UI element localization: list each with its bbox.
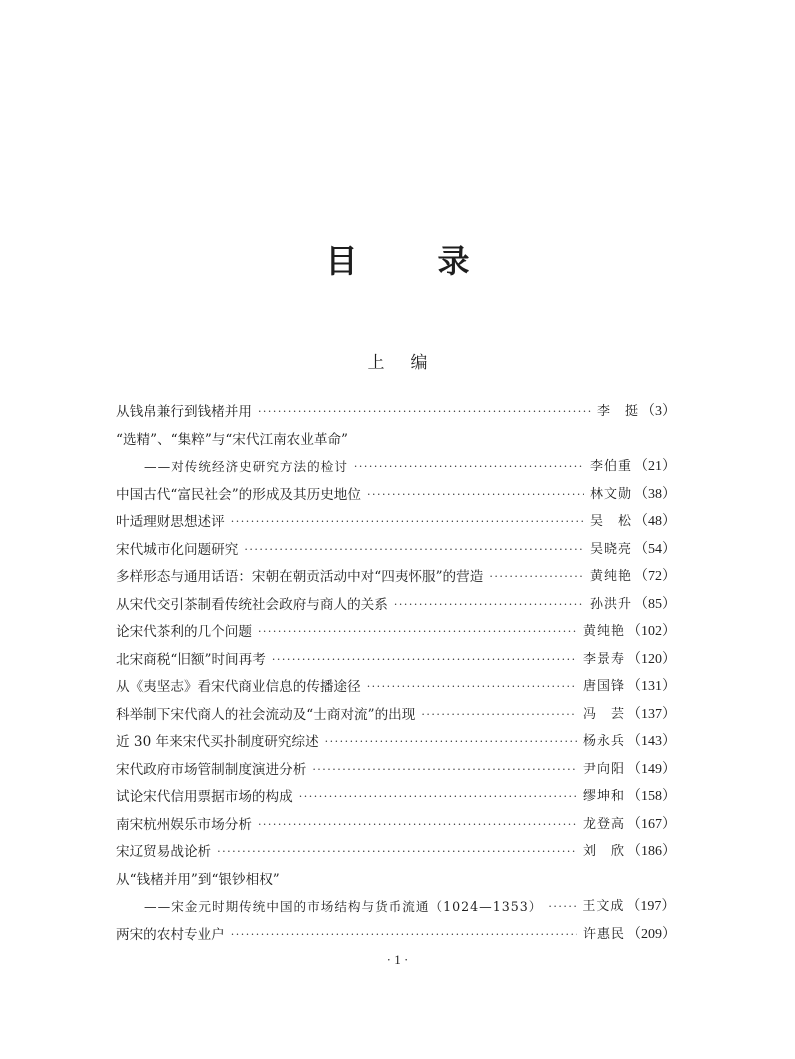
toc-entry-author: 吴 松 xyxy=(589,514,632,529)
toc-entry[interactable] xyxy=(116,704,676,732)
toc-entry-author: 王文成 xyxy=(582,899,625,914)
page-title-char: 目 xyxy=(325,242,358,280)
toc-entry-title: 两宋的农村专业户 xyxy=(116,926,225,943)
page-number: · 1 · xyxy=(386,952,409,967)
toc-entry-author: 林文勋 xyxy=(589,486,632,502)
dot-leader xyxy=(299,786,577,808)
toc-entry-author: 龙登高 xyxy=(582,816,625,832)
dot-leader xyxy=(312,759,577,781)
toc-entry-title: 近 30 年来宋代买扑制度研究综述 xyxy=(116,734,319,750)
table-of-contents xyxy=(116,401,676,951)
toc-entry[interactable] xyxy=(116,484,676,512)
dot-leader xyxy=(258,814,577,836)
toc-entry[interactable] xyxy=(116,759,676,787)
toc-entry-page: （3） xyxy=(641,404,676,419)
toc-entry[interactable] xyxy=(116,621,676,649)
toc-entry-page: （167） xyxy=(627,816,676,832)
toc-entry-page: （54） xyxy=(634,541,676,557)
toc-entry-author: 刘 欣 xyxy=(582,844,625,859)
toc-entry-title: 南宋杭州娱乐市场分析 xyxy=(116,816,252,833)
section-title-char: 编 xyxy=(410,353,428,373)
toc-entry-title: 宋辽贸易战论析 xyxy=(116,844,212,860)
toc-entry-page: （72） xyxy=(634,569,676,584)
page-title xyxy=(0,236,795,282)
toc-entry-page: （209） xyxy=(627,926,676,942)
toc-entry[interactable] xyxy=(116,814,676,842)
dot-leader xyxy=(421,704,577,726)
toc-entry-title: 叶适理财思想述评 xyxy=(116,514,225,530)
toc-entry-author: 唐国锋 xyxy=(582,679,625,694)
toc-entry-author: 杨永兵 xyxy=(582,734,625,749)
toc-entry-page: （38） xyxy=(634,486,676,502)
toc-entry-page: （85） xyxy=(634,596,676,612)
toc-entry-author: 吴晓亮 xyxy=(589,541,632,557)
toc-entry-author: 尹向阳 xyxy=(582,761,625,777)
toc-heading[interactable] xyxy=(116,429,676,457)
dot-leader xyxy=(354,456,584,478)
dot-leader xyxy=(548,896,576,918)
toc-entry-title: “选精”、“集粹”与“宋代江南农业革命” xyxy=(116,431,349,448)
dot-leader xyxy=(367,676,577,698)
toc-entry-page: （197） xyxy=(626,899,676,914)
toc-entry[interactable] xyxy=(116,896,676,924)
toc-entry[interactable] xyxy=(116,841,676,869)
toc-entry-author: 黄纯艳 xyxy=(589,569,632,584)
dot-leader xyxy=(489,566,584,588)
toc-entry-title: 科举制下宋代商人的社会流动及“士商对流”的出现 xyxy=(116,706,416,723)
toc-entry[interactable] xyxy=(116,731,676,759)
toc-entry-page: （158） xyxy=(627,789,676,804)
dot-leader xyxy=(394,594,584,616)
toc-entry[interactable] xyxy=(116,566,676,594)
toc-entry-author: 李 挺 xyxy=(596,404,639,419)
section-title xyxy=(0,348,795,373)
dot-leader xyxy=(217,841,577,863)
toc-entry-page: （131） xyxy=(627,679,676,694)
toc-entry-title: 宋代政府市场管制制度演进分析 xyxy=(116,761,307,778)
toc-entry-title: 多样形态与通用话语：宋朝在朝贡活动中对“四夷怀服”的营造 xyxy=(116,569,484,585)
toc-entry-title: 宋代城市化问题研究 xyxy=(116,541,239,558)
toc-entry-author: 李景寿 xyxy=(582,651,625,667)
toc-entry-title: ——对传统经济史研究方法的检讨 xyxy=(144,459,348,474)
toc-entry-page: （120） xyxy=(627,651,676,667)
toc-entry-page: （149） xyxy=(627,761,676,777)
toc-entry-title: 从宋代交引茶制看传统社会政府与商人的关系 xyxy=(116,596,388,613)
toc-entry[interactable] xyxy=(116,539,676,567)
toc-entry-title: 从“钱楮并用”到“银钞相权” xyxy=(116,871,280,888)
toc-entry-author: 许惠民 xyxy=(582,926,625,942)
dot-leader xyxy=(244,539,584,561)
toc-entry-page: （186） xyxy=(627,844,676,859)
toc-entry[interactable] xyxy=(116,511,676,539)
toc-entry-title: 从《夷坚志》看宋代商业信息的传播途径 xyxy=(116,679,361,695)
toc-entry[interactable] xyxy=(116,456,676,484)
toc-entry[interactable] xyxy=(116,676,676,704)
toc-entry-author: 冯 芸 xyxy=(582,706,625,722)
dot-leader xyxy=(325,731,577,753)
toc-entry-page: （102） xyxy=(627,624,676,639)
dot-leader xyxy=(367,484,584,506)
toc-entry-author: 孙洪升 xyxy=(589,596,632,612)
toc-entry-title: 中国古代“富民社会”的形成及其历史地位 xyxy=(116,486,361,503)
toc-entry-title: 北宋商税“旧额”时间再考 xyxy=(116,651,266,668)
section-title-char: 上 xyxy=(367,353,385,373)
dot-leader xyxy=(272,649,577,671)
dot-leader xyxy=(258,621,577,643)
dot-leader xyxy=(258,401,591,423)
toc-entry[interactable] xyxy=(116,649,676,677)
toc-entry-page: （48） xyxy=(634,514,676,529)
dot-leader xyxy=(231,511,584,533)
toc-entry-title: 论宋代茶利的几个问题 xyxy=(116,624,252,640)
toc-entry[interactable] xyxy=(116,594,676,622)
toc-entry-title: 从钱帛兼行到钱楮并用 xyxy=(116,404,252,420)
dot-leader xyxy=(231,924,577,946)
toc-heading[interactable] xyxy=(116,869,676,897)
toc-entry-author: 缪坤和 xyxy=(582,789,625,804)
toc-entry-title: 试论宋代信用票据市场的构成 xyxy=(116,789,293,805)
toc-entry[interactable] xyxy=(116,786,676,814)
toc-entry-page: （143） xyxy=(627,734,676,749)
toc-entry-page: （21） xyxy=(634,459,676,474)
toc-entry-author: 黄纯艳 xyxy=(582,624,625,639)
toc-entry[interactable] xyxy=(116,924,676,952)
toc-entry-page: （137） xyxy=(627,706,676,722)
toc-entry-author: 李伯重 xyxy=(589,459,632,474)
page-title-char: 录 xyxy=(437,242,470,280)
toc-entry-title: ——宋金元时期传统中国的市场结构与货币流通（1024—1353） xyxy=(144,899,543,914)
toc-entry[interactable] xyxy=(116,401,676,429)
